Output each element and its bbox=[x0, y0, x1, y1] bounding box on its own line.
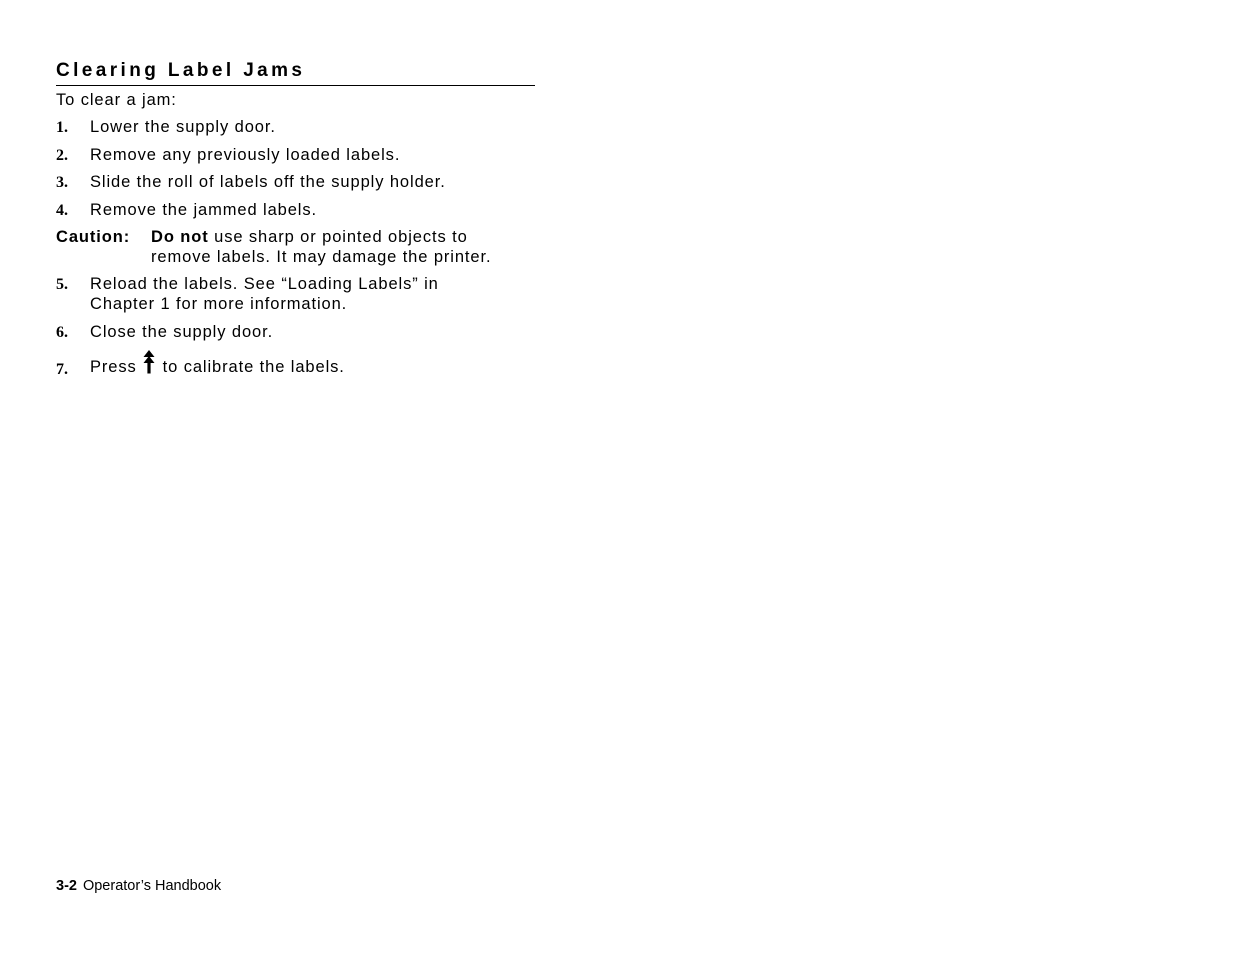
step-6 bbox=[56, 322, 535, 342]
step-text: Remove the jammed labels. bbox=[90, 201, 318, 219]
section-title: Clearing Label Jams bbox=[56, 58, 535, 86]
caution-line-2: remove labels. It may damage the printer. bbox=[151, 248, 492, 266]
step-number: 6. bbox=[56, 324, 68, 341]
step-text: Slide the roll of labels off the supply holder. bbox=[90, 173, 446, 191]
page-content bbox=[56, 58, 535, 380]
caution-text: use sharp or pointed objects to bbox=[208, 228, 468, 246]
step-number: 1. bbox=[56, 119, 68, 136]
step-text-line-1: Reload the labels. See “Loading Labels” in bbox=[90, 275, 439, 293]
step-7 bbox=[56, 350, 535, 380]
caution-label: Caution: bbox=[56, 228, 131, 246]
step-text: Close the supply door. bbox=[90, 323, 274, 341]
step-text: Lower the supply door. bbox=[90, 118, 276, 136]
step-text-line-2: Chapter 1 for more information. bbox=[90, 295, 348, 313]
step-number: 4. bbox=[56, 202, 68, 219]
footer-title: Operator’s Handbook bbox=[82, 878, 222, 894]
page-footer bbox=[56, 877, 221, 895]
page-number: 3-2 bbox=[56, 878, 77, 894]
caution-line-1 bbox=[151, 227, 535, 247]
step-text-after: to calibrate the labels. bbox=[162, 358, 345, 376]
step-text-before: Press bbox=[90, 358, 137, 376]
step-number: 3. bbox=[56, 174, 68, 191]
step-4 bbox=[56, 200, 535, 220]
step-1 bbox=[56, 117, 535, 137]
caution-emphasis: Do not bbox=[151, 228, 209, 246]
caution-note bbox=[56, 227, 535, 267]
step-number: 7. bbox=[56, 361, 68, 378]
step-number: 2. bbox=[56, 147, 68, 164]
feed-calibrate-key-icon bbox=[143, 350, 155, 374]
intro-text: To clear a jam: bbox=[56, 91, 177, 109]
step-5 bbox=[56, 274, 535, 314]
step-number: 5. bbox=[56, 276, 68, 293]
step-3 bbox=[56, 172, 535, 192]
step-2 bbox=[56, 145, 535, 165]
step-text: Remove any previously loaded labels. bbox=[90, 146, 401, 164]
